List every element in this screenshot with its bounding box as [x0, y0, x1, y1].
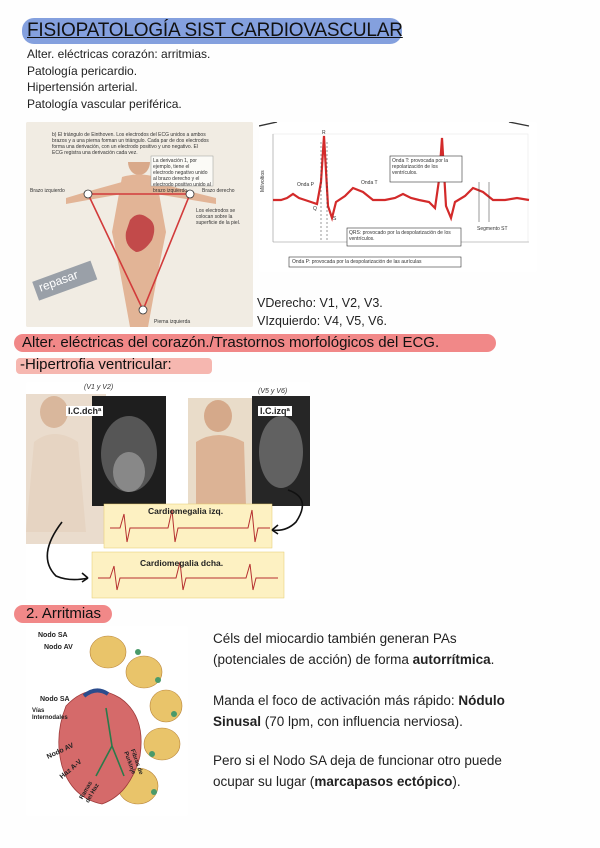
ecg-peak-r: R — [322, 130, 326, 136]
hypertrophy-figure — [26, 382, 310, 600]
label-cardiomegalia-izq: Cardiomegalia izq. — [148, 506, 224, 516]
ecg-peak-q: Q — [313, 206, 317, 212]
repasar-sticker: repasar — [36, 267, 80, 295]
ecg-peak-s: S — [333, 216, 337, 222]
intro-item: Hipertensión arterial. — [27, 80, 138, 94]
text: (70 lpm, con influencia nerviosa). — [261, 714, 463, 729]
text: Céls del miocardio también generan PAs — [213, 631, 457, 646]
einthoven-caption: b) El triángulo de Einthoven. Los electrodos del ECG unidos a ambos brazos y a una pierna forman un triángulo. Cada par de dos electrodos forma una derivación, con un electrodo positivo y uno negativo. El ECG registra una derivación cada vez. — [52, 132, 209, 156]
lead-right: VDerecho: V1, V2, V3. — [257, 296, 383, 310]
ecg-wave-p: Onda P — [297, 182, 314, 188]
tag-ic-dcha: I.C.dchª — [68, 406, 102, 416]
label-left-leg: Pierna izquierda — [154, 319, 191, 325]
label-purkinje: Fibras de Purkinje — [122, 748, 144, 776]
text: Pero si el Nodo SA deja de funcionar otro puede ocupar su lugar ( — [213, 753, 502, 789]
intro-item: Patología pericardio. — [27, 63, 138, 78]
text: ). — [452, 774, 461, 789]
tag-ic-izqa: I.C.izqª — [260, 406, 290, 416]
label-nodo-av-2: Nodo AV — [45, 742, 75, 761]
lead-left: VIzquierdo: V4, V5, V6. — [257, 314, 387, 328]
intro-item: Patología vascular periférica. — [27, 96, 182, 111]
ecg-label-t: Onda T: provocada por la repolarización de los ventrículos. — [392, 158, 449, 176]
text: (potenciales de acción) de forma — [213, 652, 413, 667]
ecg-figure — [259, 122, 537, 272]
section2-heading: 2. Arritmias — [26, 605, 102, 622]
ecg-y-label: Milivoltios — [260, 170, 266, 192]
einthoven-figure — [26, 122, 253, 327]
note-v5-v6: (V5 y V6) — [258, 388, 288, 395]
intro-list — [27, 46, 210, 112]
ecg-wave-t: Onda T — [361, 180, 378, 186]
label-right-arm: Brazo derecho — [202, 188, 235, 194]
label-ramas: Ramas del Haz — [78, 780, 101, 805]
label-nodo-sa-2: Nodo SA — [40, 696, 70, 703]
ecg-label-p: Onda P: provocada por la despolarización de las aurículas — [292, 259, 422, 265]
label-left-arm: Brazo izquierdo — [30, 188, 65, 194]
text: . — [490, 652, 495, 667]
label-nodo-av-1: Nodo AV — [44, 644, 73, 651]
ecg-segment-st: Segmento ST — [477, 226, 508, 232]
label-nodo-sa-1: Nodo SA — [38, 632, 68, 639]
subsection1-heading: -Hipertrofia ventricular: — [20, 356, 172, 373]
emphasis: Nódulo Sinusal — [213, 693, 505, 729]
intro-item: Alter. eléctricas corazón: arritmias. — [27, 47, 211, 61]
paragraph-autorritmia — [213, 628, 573, 670]
conduction-figure — [26, 626, 188, 816]
label-vias: Vías Internodales — [32, 708, 68, 721]
emphasis: marcapasos ectópico — [314, 774, 453, 789]
emphasis: autorrítmica — [412, 652, 491, 667]
label-cardiomegalia-dcha: Cardiomegalia dcha. — [140, 558, 224, 568]
einthoven-note2: Los electrodos se colocan sobre la superficie de la piel. — [196, 208, 241, 226]
ecg-trace — [259, 122, 537, 272]
einthoven-note1: La derivación 1, por ejemplo, tiene el electrodo negativo unido al brazo derecho y el electrodo positivo unido al brazo izquierdo. — [153, 158, 211, 194]
section1-heading: Alter. eléctricas del corazón./Trastornos morfológicos del ECG. — [22, 334, 440, 351]
page-title: FISIOPATOLOGÍA SIST CARDIOVASCULAR — [27, 20, 403, 41]
note-v1-v2: (V1 y V2) — [84, 384, 114, 391]
paragraph-nodulo-sinusal — [213, 690, 543, 732]
text: Manda el foco de activación más rápido: — [213, 693, 459, 708]
paragraph-marcapasos — [213, 750, 513, 792]
label-haz-av: Haz A-V — [58, 758, 84, 781]
ecg-label-qrs: QRS: provocado por la despolarización de los ventrículos. — [349, 230, 451, 242]
